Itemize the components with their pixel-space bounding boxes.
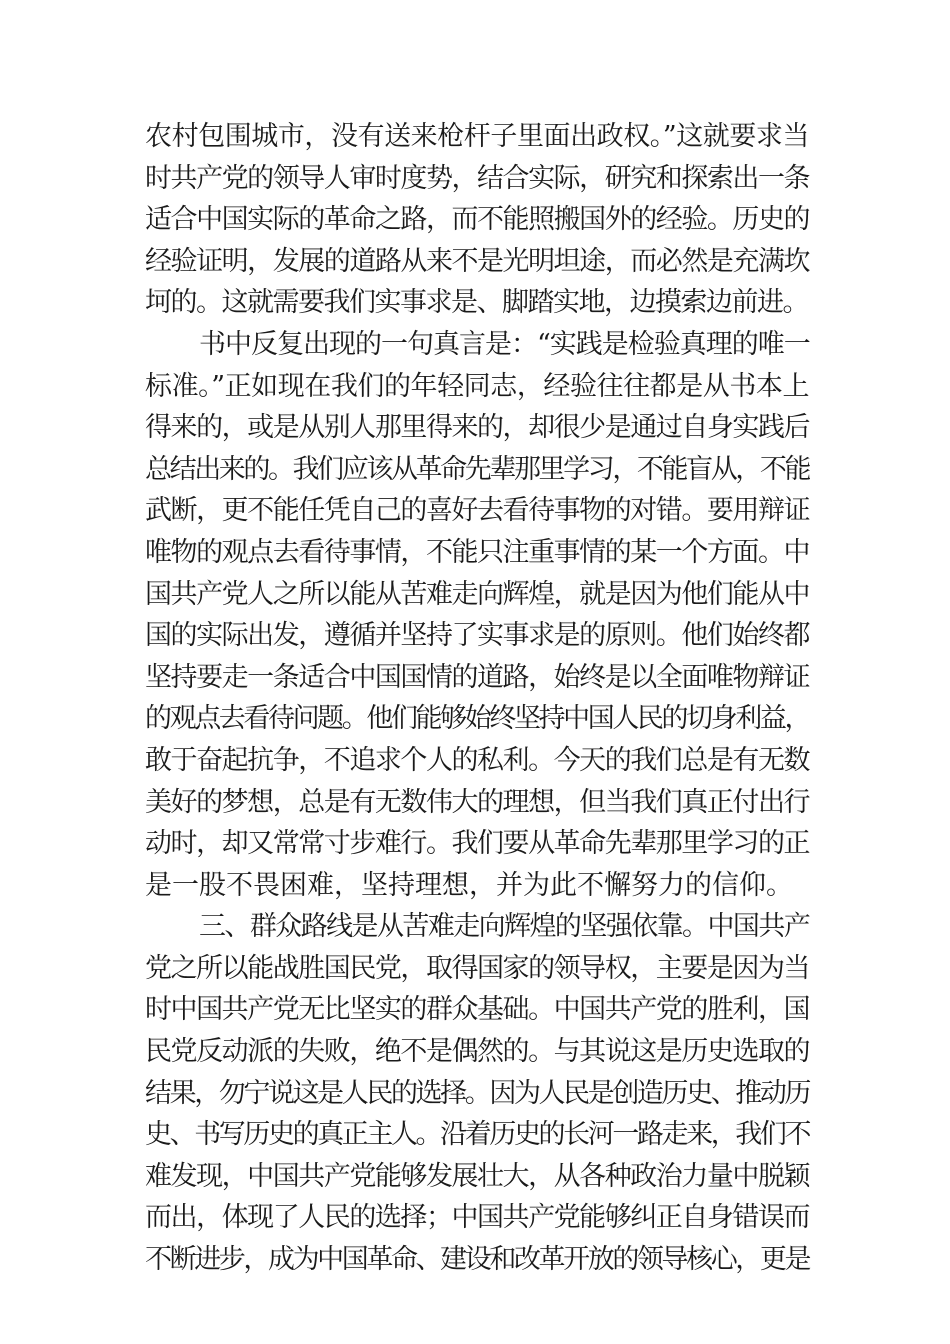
text-line: 标准。”正如现在我们的年轻同志，经验往往都是从书本上	[145, 370, 809, 402]
text-line: 国的实际出发，遵循并坚持了实事求是的原则。他们始终都	[145, 620, 809, 652]
text-line: 时中国共产党无比坚实的群众基础。中国共产党的胜利，国	[145, 994, 809, 1026]
text-line: 党之所以能战胜国民党，取得国家的领导权，主要是因为当	[145, 952, 809, 984]
text-line: 经验证明，发展的道路从来不是光明坦途，而必然是充满坎	[145, 245, 809, 277]
paragraph-first-line: 书中反复出现的一句真言是：“实践是检验真理的唯一	[199, 328, 810, 360]
paragraph-first-line: 三、群众路线是从苦难走向辉煌的坚强依靠。中国共产	[199, 911, 809, 943]
text-line: 总结出来的。我们应该从革命先辈那里学习，不能盲从，不能	[145, 453, 809, 485]
text-line: 时共产党的领导人审时度势，结合实际，研究和探索出一条	[145, 162, 809, 194]
text-line: 武断，更不能任凭自己的喜好去看待事物的对错。要用辩证	[145, 495, 809, 527]
text-line: 民党反动派的失败，绝不是偶然的。与其说这是历史选取的	[145, 1036, 809, 1068]
text-line: 适合中国实际的革命之路，而不能照搬国外的经验。历史的	[145, 204, 809, 236]
text-line: 美好的梦想，总是有无数伟大的理想，但当我们真正付出行	[145, 786, 809, 818]
text-line: 而出，体现了人民的选择；中国共产党能够纠正自身错误而	[145, 1202, 809, 1234]
body-text	[145, 116, 809, 1281]
text-line: 农村包围城市，没有送来枪杆子里面出政权。”这就要求当	[145, 121, 809, 152]
text-line: 国共产党人之所以能从苦难走向辉煌，就是因为他们能从中	[145, 578, 809, 610]
text-line: 坷的。这就需要我们实事求是、脚踏实地，边摸索边前进。	[145, 287, 808, 319]
text-line: 敢于奋起抗争，不追求个人的私利。今天的我们总是有无数	[145, 744, 809, 776]
text-line: 不断进步，成为中国革命、建设和改革开放的领导核心，更是	[145, 1244, 809, 1276]
text-line: 的观点去看待问题。他们能够始终坚持中国人民的切身利益，	[145, 703, 809, 735]
text-line: 史、书写历史的真正主人。沿着历史的长河一路走来，我们不	[145, 1119, 809, 1151]
text-line: 唯物的观点去看待事情，不能只注重事情的某一个方面。中	[145, 536, 809, 568]
text-line: 得来的，或是从别人那里得来的，却很少是通过自身实践后	[145, 412, 809, 444]
text-line: 是一股不畏困难，坚持理想，并为此不懈努力的信仰。	[145, 869, 793, 901]
text-line: 坚持要走一条适合中国国情的道路，始终是以全面唯物辩证	[145, 661, 809, 693]
text-line: 动时，却又常常寸步难行。我们要从革命先辈那里学习的正	[145, 828, 809, 860]
text-line: 难发现，中国共产党能够发展壮大，从各种政治力量中脱颖	[145, 1160, 809, 1192]
text-line: 结果，勿宁说这是人民的选择。因为人民是创造历史、推动历	[145, 1077, 809, 1109]
